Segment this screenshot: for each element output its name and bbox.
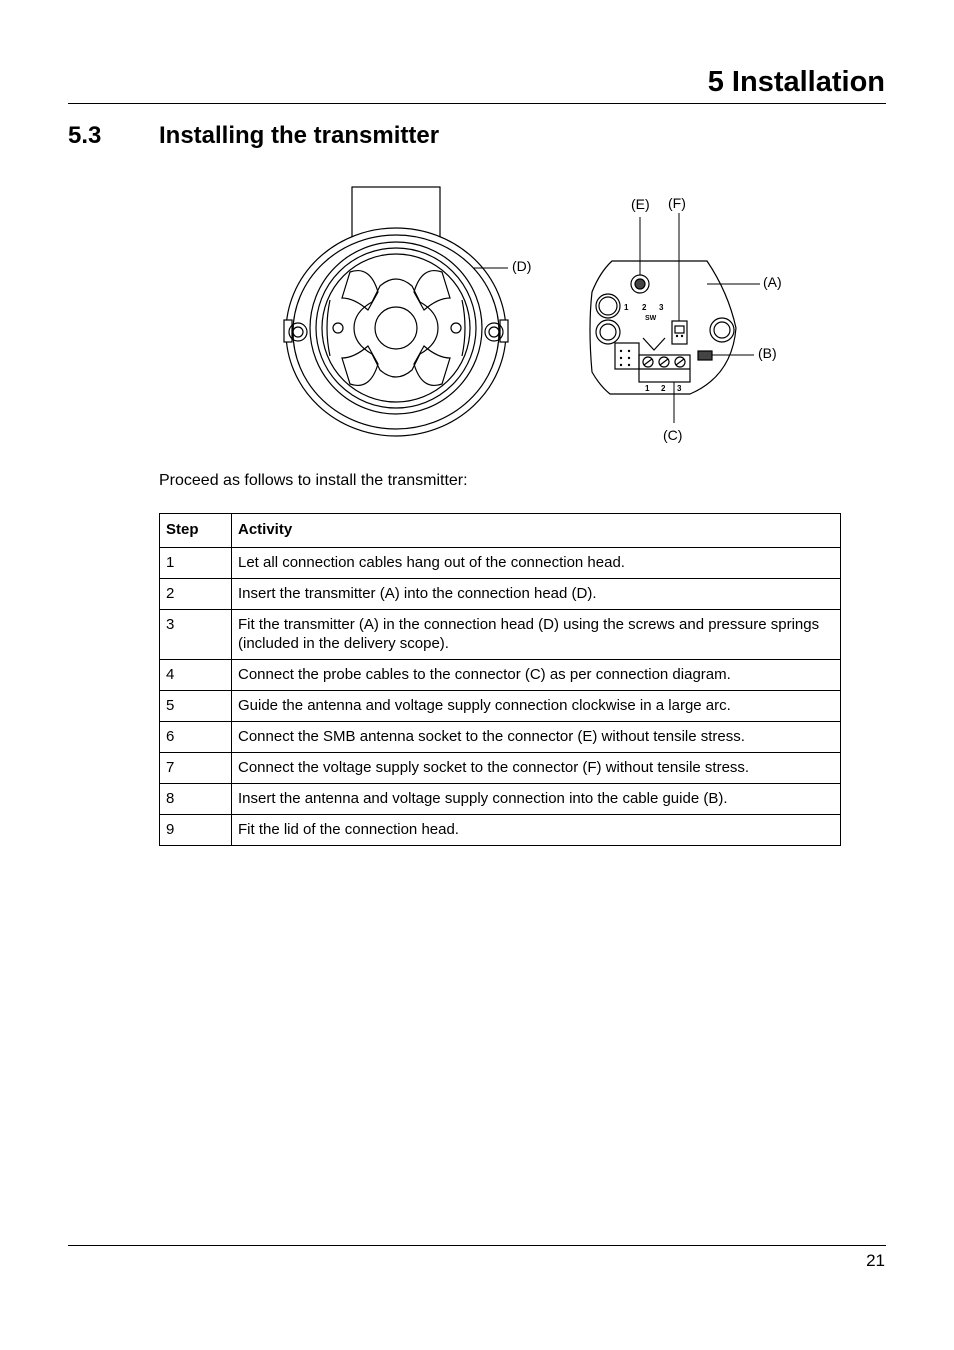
section-title: Installing the transmitter — [159, 122, 440, 149]
column-header-step: Step — [160, 514, 232, 548]
step-activity: Fit the lid of the connection head. — [232, 815, 841, 846]
pcb-label-bottom-2: 2 — [661, 384, 666, 393]
installation-drawing — [270, 180, 810, 455]
table-row — [160, 610, 841, 660]
step-activity: Let all connection cables hang out of the connection head. — [232, 548, 841, 579]
table-row — [160, 548, 841, 579]
step-activity: Insert the transmitter (A) into the connection head (D). — [232, 579, 841, 610]
header-rule — [68, 103, 886, 104]
callout-c: (C) — [663, 427, 683, 443]
step-number: 8 — [160, 784, 232, 815]
step-activity: Fit the transmitter (A) in the connection head (D) using the screws and pressure springs (included in the delivery scope). — [232, 610, 841, 660]
section-number: 5.3 — [68, 122, 102, 149]
table-row — [160, 815, 841, 846]
intro-text: Proceed as follows to install the transmitter: — [159, 472, 468, 489]
table-row — [160, 691, 841, 722]
step-activity: Connect the SMB antenna socket to the connector (E) without tensile stress. — [232, 722, 841, 753]
footer-rule — [68, 1245, 886, 1246]
table-row — [160, 753, 841, 784]
pcb-label-top-1: 1 — [624, 303, 629, 312]
pcb-label-bottom-1: 1 — [645, 384, 650, 393]
callout-a: (A) — [763, 274, 782, 290]
table-row — [160, 579, 841, 610]
step-number: 9 — [160, 815, 232, 846]
callout-f: (F) — [668, 195, 686, 211]
callout-d: (D) — [512, 258, 532, 274]
connection-head-drawing — [284, 187, 508, 436]
transmitter-figure — [270, 180, 810, 455]
step-number: 1 — [160, 548, 232, 579]
table-row — [160, 722, 841, 753]
pcb-label-top-3: 3 — [659, 303, 664, 312]
callout-e: (E) — [631, 196, 650, 212]
pcb-label-top-2: 2 — [642, 303, 647, 312]
callout-b: (B) — [758, 345, 777, 361]
chapter-title: 5 Installation — [707, 66, 885, 98]
table-row — [160, 660, 841, 691]
step-activity: Connect the probe cables to the connector (C) as per connection diagram. — [232, 660, 841, 691]
page-number: 21 — [866, 1251, 885, 1270]
column-header-activity: Activity — [232, 514, 841, 548]
table-header-row — [160, 514, 841, 548]
step-number: 4 — [160, 660, 232, 691]
step-activity: Insert the antenna and voltage supply connection into the cable guide (B). — [232, 784, 841, 815]
step-number: 3 — [160, 610, 232, 660]
pcb-label-bottom-3: 3 — [677, 384, 682, 393]
pcb-label-sw: SW — [645, 315, 657, 322]
step-number: 7 — [160, 753, 232, 784]
step-number: 5 — [160, 691, 232, 722]
steps-table — [159, 513, 841, 846]
transmitter-board-drawing — [590, 261, 736, 394]
step-activity: Connect the voltage supply socket to the connector (F) without tensile stress. — [232, 753, 841, 784]
table-row — [160, 784, 841, 815]
step-number: 2 — [160, 579, 232, 610]
step-activity: Guide the antenna and voltage supply connection clockwise in a large arc. — [232, 691, 841, 722]
step-number: 6 — [160, 722, 232, 753]
